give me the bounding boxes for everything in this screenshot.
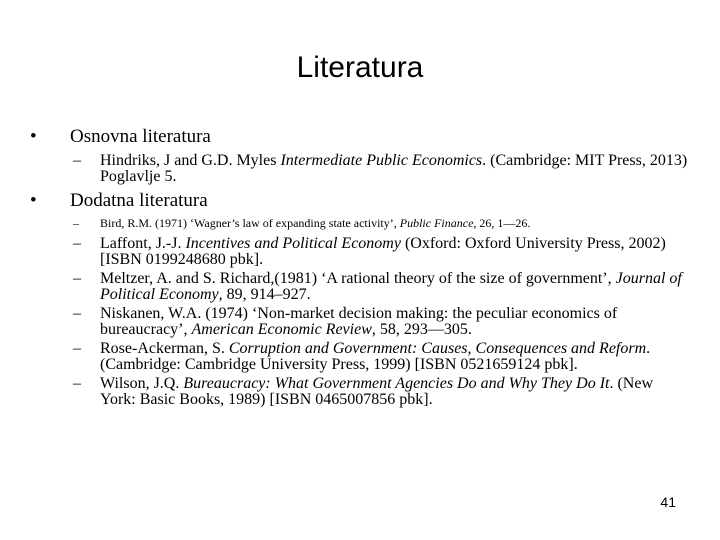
section-heading-dodatna bbox=[30, 189, 700, 213]
dash-icon: – bbox=[73, 235, 81, 252]
dash-icon: – bbox=[73, 152, 81, 169]
reference-details: , 26, 1—26. bbox=[473, 216, 531, 230]
reference-details: , 89, 914–927. bbox=[218, 286, 311, 303]
reference-details: . (Cambridge: Cambridge University Press, 1999) [ISBN 0521659124 pbk]. bbox=[100, 340, 651, 373]
slide-title: Literatura bbox=[296, 51, 424, 84]
dash-icon: – bbox=[73, 216, 79, 230]
dash-icon: – bbox=[73, 270, 81, 287]
dash-icon: – bbox=[73, 375, 81, 392]
reference-authors: Hindriks, J and G.D. Myles bbox=[100, 152, 281, 169]
reference-title: Incentives and Political Economy bbox=[185, 235, 401, 252]
reference-details: (Oxford: Oxford University Press, 2002) [ISBN 0199248680 pbk]. bbox=[100, 235, 666, 268]
reference-item bbox=[30, 153, 700, 185]
reference-details: , 58, 293—305. bbox=[371, 321, 472, 338]
reference-title: Corruption and Government: Causes, Consequences and Reform bbox=[228, 340, 647, 357]
reference-item bbox=[30, 271, 700, 303]
reference-title: Journal of Political Economy bbox=[100, 270, 682, 303]
section-heading-label: Osnovna literatura bbox=[70, 126, 211, 147]
reference-authors: Bird, R.M. (1971) ‘Wagner’s law of expanding state activity’, bbox=[100, 216, 400, 230]
reference-item bbox=[30, 376, 700, 408]
reference-list bbox=[30, 125, 700, 408]
reference-item bbox=[30, 236, 700, 268]
section-heading-label: Dodatna literatura bbox=[70, 190, 208, 211]
reference-authors: Meltzer, A. and S. Richard,(1981) ‘A rational theory of the size of government’, bbox=[100, 270, 616, 287]
reference-details: . (Cambridge: MIT Press, 2013) Poglavlje 5. bbox=[100, 152, 688, 185]
reference-authors: Laffont, J.-J. bbox=[100, 235, 186, 252]
reference-authors: Wilson, J.Q. bbox=[100, 375, 184, 392]
reference-title: Public Finance bbox=[399, 216, 474, 230]
reference-item bbox=[30, 306, 700, 338]
reference-title: Intermediate Public Economics bbox=[280, 152, 483, 169]
reference-item bbox=[30, 216, 700, 230]
dash-icon: – bbox=[73, 340, 81, 357]
reference-authors: Rose-Ackerman, S. bbox=[100, 340, 229, 357]
bullet-icon: • bbox=[30, 126, 37, 147]
reference-title: American Economic Review bbox=[191, 321, 372, 338]
reference-authors: Niskanen, W.A. (1974) ‘Non-market decision making: the peculiar economics of bureaucracy’, bbox=[100, 305, 618, 338]
reference-details: . (New York: Basic Books, 1989) [ISBN 0465007856 pbk]. bbox=[100, 375, 654, 408]
reference-item bbox=[30, 341, 700, 373]
bullet-icon: • bbox=[30, 190, 37, 211]
page-number: 41 bbox=[660, 494, 676, 510]
dash-icon: – bbox=[73, 305, 81, 322]
reference-title: Bureaucracy: What Government Agencies Do and Why They Do It bbox=[183, 375, 610, 392]
section-heading-osnovna bbox=[30, 125, 700, 149]
